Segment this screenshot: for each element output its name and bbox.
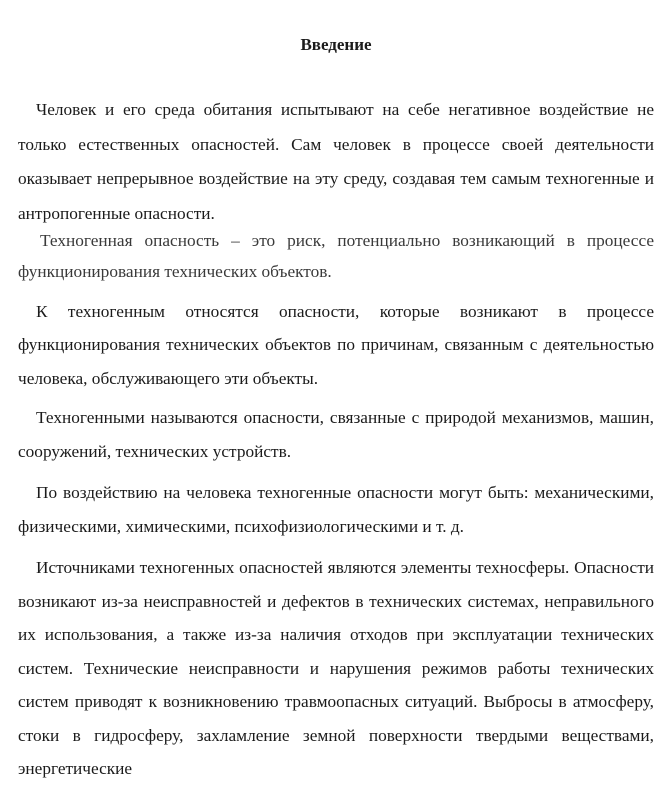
paragraph-3: К техногенным относятся опасности, которые возникают в процессе функционирования технических объектов по причинам, связанным с деятельностью человека, обслуживающего эти объекты.: [18, 301, 654, 388]
paragraph-5: По воздействию на человека техногенные опасности могут быть: механическими, физическими, химическими, психофизиологическими и т. д.: [18, 483, 654, 536]
document-title: Введение: [300, 35, 372, 54]
paragraph-2-text: Техногенная опасность – это риск, потенциально возникающий в процессе функционирования технических объектов.: [18, 230, 654, 281]
paragraph-4: Техногенными называются опасности, связанные с природой механизмов, машин, сооружений, технических устройств.: [18, 408, 654, 461]
document-page: [18, 0, 654, 786]
paragraph-6: Источниками техногенных опасностей являются элементы техносферы. Опасности возникают из-за неисправностей и дефектов в технических системах, неправильного их использования, а также из-за наличия отходов при эксплуатации технических систем. Технические неисправности и нарушения режимов работы технических систем приводят к возникновению травмоопасных ситуаций. Выбросы в атмосферу, стоки в гидросферу, захламление земной поверхности твердыми веществами, энергетические: [18, 558, 654, 779]
paragraph-2: [18, 225, 654, 287]
paragraph-1: Человек и его среда обитания испытывают на себе негативное воздействие не только естественных опасностей. Сам человек в процессе своей деятельности оказывает непрерывное воздействие на эту среду, создавая тем самым техногенные и антропогенные опасности.: [18, 100, 654, 224]
